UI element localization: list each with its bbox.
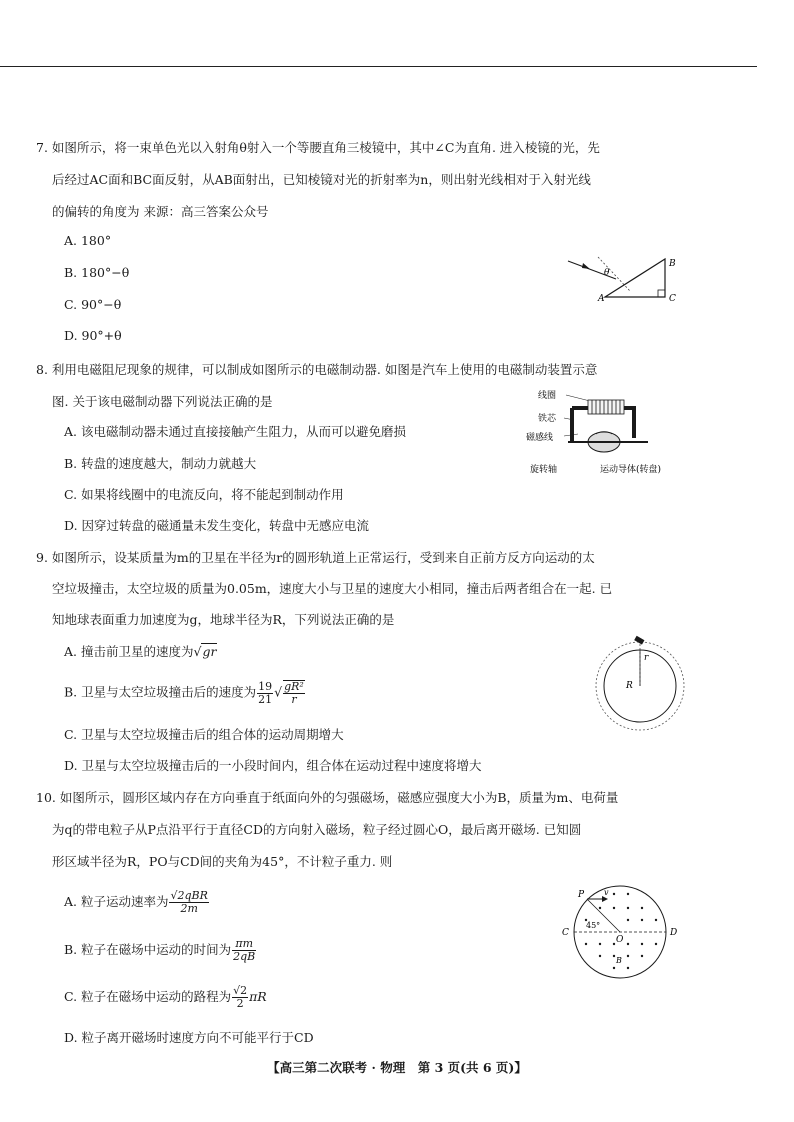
coil	[588, 400, 624, 414]
q7-line-2: 后经过AC面和BC面反射，从AB面射出，已知棱镜对光的折射率为n，则出射光线相对于入射光线	[52, 172, 591, 187]
top-rule	[0, 66, 757, 67]
q7-line-3: 的偏转的角度为 来源：高三答案公众号	[52, 204, 269, 219]
point-c-label: C	[562, 928, 569, 938]
orbit-radius-label: r	[644, 653, 649, 663]
q8-option-a: A. 该电磁制动器未通过直接接触产生阻力，从而可以避免磨损	[64, 424, 406, 439]
q9-line-1: 9. 如图所示，设某质量为m的卫星在半径为r的圆形轨道上正常运行，受到来自正前方反方向运动的太	[36, 550, 595, 565]
q10-option-a: A. 粒子运动速率为 $\frac{\text{√2qBR}}{2m}$	[64, 889, 208, 915]
q8-option-c: C. 如果将线圈中的电流反向，将不能起到制动作用	[64, 487, 344, 502]
field-b-label: B	[616, 956, 622, 965]
q10-option-d: D. 粒子离开磁场时速度方向不可能平行于CD	[64, 1030, 314, 1045]
q7-option-c: C. 90°−θ	[64, 297, 122, 312]
q7-prism-figure	[560, 255, 690, 315]
q10-option-b: B. 粒子在磁场中运动的时间为 $\frac{\pi m}{2qB}$	[64, 937, 256, 963]
q10-option-c: C. 粒子在磁场中运动的路程为 $\frac{√2}{2}$ πR	[64, 984, 267, 1010]
page-footer: 【高三第二次联考 · 物理 第 3 页(共 6 页)】	[267, 1060, 527, 1075]
q10-line-3: 形区域半径为R，PO与CD间的夹角为45°，不计粒子重力. 则	[52, 854, 393, 869]
q9-line-2: 空垃圾撞击，太空垃圾的质量为0.05m，速度大小与卫星的速度大小相同，撞击后两者组合在一起. 已	[52, 581, 613, 596]
q9-option-a: A. 撞击前卫星的速度为√gr	[64, 644, 217, 659]
q7-line-1: 7. 如图所示，将一束单色光以入射角θ射入一个等腰直角三棱镜中，其中∠C为直角. 进入棱镜的光，先	[36, 140, 600, 155]
q8-line-1: 8. 利用电磁阻尼现象的规律，可以制成如图所示的电磁制动器. 如图是汽车上使用的电磁制动装置示意	[36, 362, 598, 377]
q7-option-d: D. 90°+θ	[64, 328, 122, 343]
angle-label: 45°	[586, 921, 601, 930]
q10-line-1: 10. 如图所示，圆形区域内存在方向垂直于纸面向外的匀强磁场，磁感应强度大小为B，质量为m、电荷量	[36, 790, 619, 805]
satellite	[634, 636, 644, 645]
vertex-c-label: C	[669, 294, 676, 304]
velocity-label: v	[604, 888, 609, 897]
disk-label: 运动导体(转盘)	[600, 465, 662, 475]
right-angle-mark	[658, 290, 665, 297]
coil-label: 线圈	[538, 391, 557, 401]
q9-line-3: 知地球表面重力加速度为g，地球半径为R，下列说法正确的是	[52, 612, 395, 627]
core-label: 铁芯	[538, 414, 557, 424]
point-p-label: P	[578, 890, 585, 900]
q9-option-d: D. 卫星与太空垃圾撞击后的一小段时间内，组合体在运动过程中速度将增大	[64, 758, 482, 773]
q9-option-c: C. 卫星与太空垃圾撞击后的组合体的运动周期增大	[64, 727, 344, 742]
q7-option-a: A. 180°	[64, 233, 112, 248]
q8-option-b: B. 转盘的速度越大，制动力就越大	[64, 456, 257, 471]
theta-label: θ	[604, 268, 610, 278]
earth-radius-label: R	[626, 681, 633, 691]
q8-line-2: 图. 关于该电磁制动器下列说法正确的是	[52, 394, 273, 409]
q10-field-figure	[556, 880, 686, 984]
q10-line-2: 为q的带电粒子从P点沿平行于直径CD的方向射入磁场，粒子经过圆心O，最后离开磁场. 已知圆	[52, 822, 582, 837]
q7-option-b: B. 180°−θ	[64, 265, 130, 280]
q9-option-b: B. 卫星与太空垃圾撞击后的速度为 $\frac{19}{21}$ √ $\frac{\text{gR²}}{r}$	[64, 679, 304, 706]
vertex-b-label: B	[669, 259, 676, 269]
axle-label: 旋转轴	[530, 465, 558, 475]
q9-orbit-figure	[590, 632, 690, 732]
q8-option-d: D. 因穿过转盘的磁通量未发生变化，转盘中无感应电流	[64, 518, 370, 533]
ray-arrow	[582, 263, 590, 269]
point-d-label: D	[670, 928, 678, 938]
field-lines-label: 磁感线	[526, 433, 554, 443]
center-o-label: O	[616, 935, 624, 945]
q8-brake-figure	[508, 386, 688, 478]
vertex-a-label: A	[598, 294, 605, 304]
